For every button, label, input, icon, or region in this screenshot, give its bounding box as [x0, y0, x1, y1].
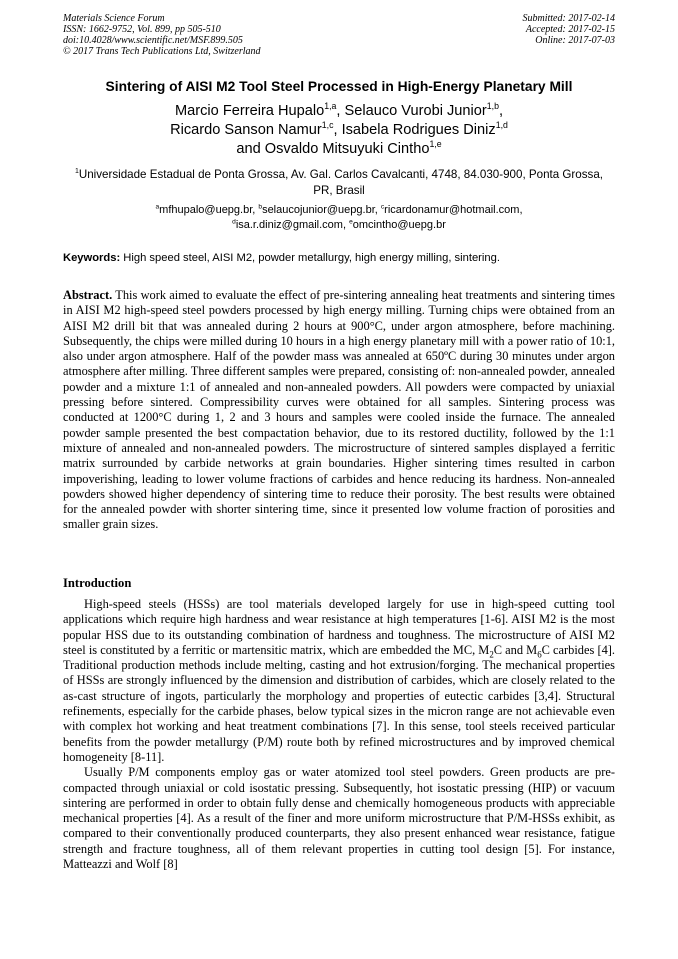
abstract-label: Abstract. [63, 288, 113, 302]
author-name: Isabela Rodrigues Diniz [341, 122, 496, 138]
journal-info [63, 13, 261, 57]
abstract-text: This work aimed to evaluate the effect of pre-sintering annealing heat treatments and sintering times in AISI M2 high-speed steel powders processed by high energy milling. Turning chips were obtained from an AISI M2 drill bit that was annealed during 2 hours at 900°C, under argon atmosphere, before machining. Subsequently, the chips were milled during 10 hours in a high energy planetary mill with a power ratio of 10:1, also under argon atmosphere. Half of the powder mass was annealed at 650ºC during 30 minutes under argon atmosphere after milling. Three different samples were prepared, consisting of: non-annealed powder, annealed powder and a mixture 1:1 of annealed and non-annealed powders. All powders were compacted by uniaxial pressing before sintered. Compressibility curves were obtained for all samples. Sintering process was conducted at 1200°C during 1, 2 and 3 hours and samples were cooled inside the furnace. The annealed powder sample presented the best compactation behavior, due to its restored ductility, followed by the 1:1 mixture of annealed and non-annealed powders. The microstructure of sintered samples displayed a ferritic matrix surrounded by carbide networks at grain boundaries. Higher sintering times resulted in carbon impoverishing, leading to lower volume fractions of carbides and hence reducing its hardness. Non-annealed powders showed higher dependency of sintering time to reduce their porosity. The best results were obtained for the annealed powder with shorter sintering time, since it presented low volume fraction of porosities and smaller grain sizes. [63, 288, 615, 532]
author-affiliation-mark: 1,c [321, 120, 334, 131]
issn: ISSN: 1662-9752, Vol. 899, pp 505-510 [63, 24, 221, 35]
publication-dates [523, 13, 616, 46]
email-list: $^a$mfhupalo@uepg.br, $^b$selaucojunior@uepg.br, $^c$ricardonamur@hotmail.com, $^d$isa.r.diniz@gmail.com, $^e$omcintho@uepg.br [155, 203, 523, 231]
author-name: Marcio Ferreira Hupalo [175, 103, 325, 119]
copyright: © 2017 Trans Tech Publications Ltd, Switzerland [63, 46, 261, 57]
journal-name: Materials Science Forum [63, 13, 165, 24]
author-name: Selauco Vurobi Junior [344, 103, 487, 119]
online-date: Online: 2017-07-03 [535, 35, 615, 46]
author-affiliation-mark: 1,b [486, 101, 499, 112]
keywords-label: Keywords: [63, 252, 121, 264]
submitted-date: Submitted: 2017-02-14 [522, 13, 615, 24]
email-address: selaucojunior@uepg.br, [262, 204, 381, 216]
author-list: Marcio Ferreira Hupalo$^{1,a}$, Selauco Vurobi Junior$^{1,b}$, Ricardo Sanson Namur$^{1,c}$, Isabela Rodrigues Diniz$^{1,d}$ and Osvaldo Mitsuyuki Cintho$^{1,e}$ [170, 101, 508, 157]
email-address: ricardonamur@hotmail.com, [384, 204, 523, 216]
author-name: Ricardo Sanson Namur [170, 122, 322, 138]
paragraph: Usually P/M components employ gas or water atomized tool steel powders. Green products are pre-compacted through uniaxial or cold isostatic pressing. Subsequently, hot isostatic pressing (HIP) or vacuum sintering are performed in order to obtain fully dense and chemically homogeneous products with appreciable mechanical properties [4]. As a result of the finer and more uniform microstructure that P/M-HSSs exhibit, as compared to their conventionally produced counterparts, they also present enhanced wear resistance, fatigue strength and fracture toughness, all of them relevant properties in cutting tool design [5]. For instance, Matteazzi and Wolf [8] [63, 765, 615, 872]
keywords-text: High speed steel, AISI M2, powder metallurgy, high energy milling, sintering. [120, 252, 500, 264]
author-affiliation-mark: 1,d [495, 120, 508, 131]
email-address: omcintho@uepg.br [352, 219, 446, 231]
email-address: mfhupalo@uepg.br, [159, 204, 259, 216]
paragraph: High-speed steels (HSSs) are tool materials developed largely for use in high-speed cutting tool applications which require high hardness and wear resistance at high temperatures [1-6]. AISI M2 is the most popular HSS due to its outstanding combination of hardness and toughness. The microstructure of AISI M2 steel is constituted by a ferritic or martensitic matrix, which are embedded the MC, $M_2C$ and $M_6C$ carbides [4]. Traditional production methods include melting, casting and hot extrusion/forging. The mechanical properties of HSSs are strongly influenced by the dimension and distribution of carbides, which are closely related to the as-cast structure of ingots, particularly the morphology and properties of eutectic carbides [3,4]. Structural refinements, especially for the carbide phases, below typical sizes in the micron range are not achievable even with complex hot working and heat treatment combinations [7]. In this sense, tool steels received particular benefits from the powder metallurgy (P/M) route both by refined microstructures and by improved chemical homogeneity [8-11]. [63, 597, 615, 764]
author-name: Osvaldo Mitsuyuki Cintho [264, 141, 430, 157]
abstract [63, 288, 615, 533]
paper-title: Sintering of AISI M2 Tool Steel Processed in High-Energy Planetary Mill [105, 79, 573, 94]
email-address: isa.r.diniz@gmail.com, [235, 219, 350, 231]
author-affiliation-mark: 1,e [429, 139, 442, 150]
accepted-date: Accepted: 2017-02-15 [525, 24, 615, 35]
keywords [63, 252, 615, 264]
affiliation: $^1$Universidade Estadual de Ponta Grossa, Av. Gal. Carlos Cavalcanti, 4748, 84.030-900, Ponta Grossa, PR, Brasil [74, 168, 604, 197]
section-heading: Introduction [63, 576, 132, 590]
doi: doi:10.4028/www.scientific.net/MSF.899.505 [63, 35, 243, 46]
author-affiliation-mark: 1,a [324, 101, 337, 112]
introduction-body [63, 597, 615, 872]
